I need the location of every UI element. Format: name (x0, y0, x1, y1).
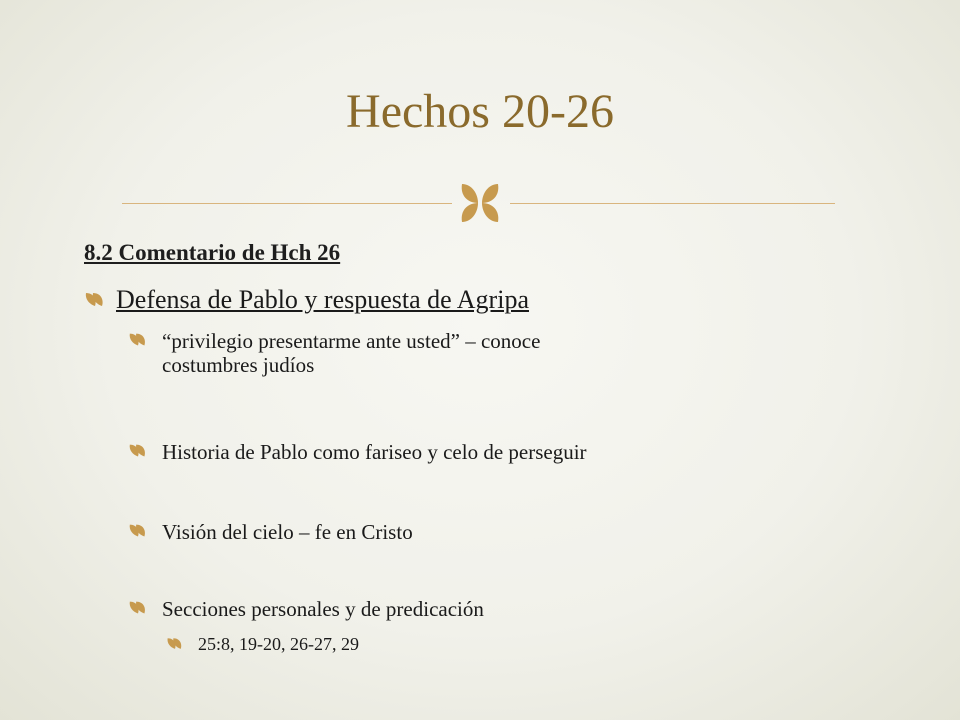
divider-line-right (510, 203, 835, 204)
sub-bullet-2 (128, 440, 587, 464)
sub-bullet-4 (128, 597, 484, 621)
sub-bullet-2-text: Historia de Pablo como fariseo y celo de perseguir (162, 440, 587, 464)
double-leaf-bullet-icon (128, 440, 148, 462)
sub-bullet-1-line2: costumbres judíos (162, 353, 315, 377)
sub-bullet-3-text: Visión del cielo – fe en Cristo (162, 520, 413, 544)
diamond-ornament-icon (450, 180, 510, 226)
double-leaf-bullet-icon (128, 329, 148, 351)
sub-sub-bullet (166, 634, 359, 655)
sub-bullet-1-line1: “privilegio presentarme ante usted” – conoce (162, 329, 541, 353)
section-heading: 8.2 Comentario de Hch 26 (84, 240, 341, 265)
sub-bullet-4-text: Secciones personales y de predicación (162, 597, 484, 621)
double-leaf-bullet-icon (128, 597, 148, 619)
main-bullet (84, 285, 529, 315)
sub-bullet-3 (128, 520, 413, 544)
divider-line-left (122, 203, 452, 204)
double-leaf-bullet-icon (128, 520, 148, 542)
double-leaf-bullet-icon (166, 634, 184, 654)
sub-sub-bullet-text: 25:8, 19-20, 26-27, 29 (198, 634, 359, 654)
main-bullet-text: Defensa de Pablo y respuesta de Agripa (116, 285, 529, 314)
sub-bullet-1 (128, 329, 540, 377)
double-leaf-bullet-icon (84, 289, 106, 311)
slide-title: Hechos 20-26 (346, 85, 614, 138)
